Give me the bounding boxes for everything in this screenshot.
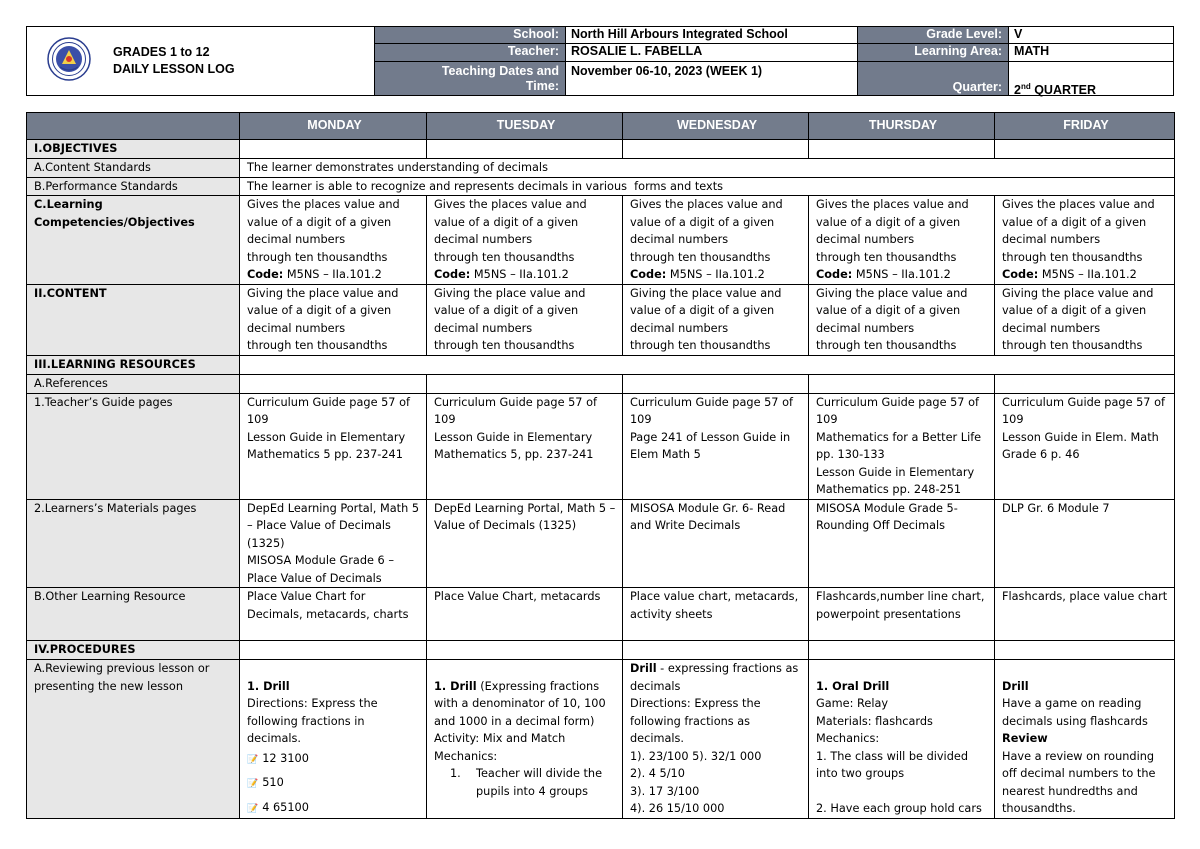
content-row xyxy=(27,284,1175,355)
competency-tuesday: Gives the places value and value of a digit of a given decimal numbers through ten thousandths Code: M5NS – IIa.101.2 xyxy=(427,196,623,285)
teacher-value: ROSALIE L. FABELLA xyxy=(571,44,703,58)
content-label: II.CONTENT xyxy=(27,284,240,355)
other-resources-label: B.Other Learning Resource xyxy=(27,588,240,641)
review-monday: 1. Drill Directions: Express the following fractions in decimals. 📝 12 3100 📝 510 📝 4 65100 xyxy=(240,660,427,819)
day-monday: MONDAY xyxy=(240,113,427,140)
tg-friday: Curriculum Guide page 57 of 109 Lesson Guide in Elem. Math Grade 6 p. 46 xyxy=(995,393,1175,499)
list-item: 📝 4 65100 xyxy=(247,799,422,819)
learners-materials-row xyxy=(27,499,1175,588)
day-wednesday: WEDNESDAY xyxy=(623,113,809,140)
review-friday: Drill Have a game on reading decimals using flashcards Review Have a review on rounding off decimal numbers to the nearest hundredths and thousandths. xyxy=(995,660,1175,819)
teachers-guide-row xyxy=(27,393,1175,499)
school-value: North Hill Arbours Integrated School xyxy=(571,27,788,41)
review-row xyxy=(27,660,1175,819)
lesson-log-title: GRADES 1 to 12 DAILY LESSON LOG xyxy=(113,45,235,76)
resources-label: III.LEARNING RESOURCES xyxy=(27,355,240,374)
competencies-row xyxy=(27,196,1175,285)
area-value: MATH xyxy=(1014,44,1050,58)
performance-standards-row xyxy=(27,177,1175,196)
dates-label: Teaching Dates and Time: xyxy=(375,62,565,95)
objectives-row xyxy=(27,140,1175,159)
dates-value: November 06-10, 2023 (WEEK 1) xyxy=(571,64,763,78)
review-label: A.Reviewing previous lesson or presenting the new lesson xyxy=(27,660,240,819)
competencies-label: C.Learning Competencies/Objectives xyxy=(27,196,240,285)
other-thursday: Flashcards,number line chart, powerpoint presentations xyxy=(809,588,995,641)
competency-wednesday: Gives the places value and value of a digit of a given decimal numbers through ten thousandths Code: M5NS – IIa.101.2 xyxy=(623,196,809,285)
competency-thursday: Gives the places value and value of a digit of a given decimal numbers through ten thousandths Code: M5NS – IIa.101.2 xyxy=(809,196,995,285)
lm-wednesday: MISOSA Module Gr. 6- Read and Write Decimals xyxy=(623,499,809,588)
learners-materials-label: 2.Learners’s Materials pages xyxy=(27,499,240,588)
content-thursday: Giving the place value and value of a digit of a given decimal numbers through ten thousandths xyxy=(809,284,995,355)
review-tuesday: 1. Drill (Expressing fractions with a denominator of 10, 100 and 1000 in a decimal form) Activity: Mix and Match Mechanics: 1. Teacher will divide the pupils into 4 groups xyxy=(427,660,623,819)
area-label: Learning Area: xyxy=(858,44,1008,61)
grade-label: Grade Level: xyxy=(858,27,1008,43)
quarter-value: 2nd QUARTER xyxy=(1014,82,1097,98)
performance-standards-label: B.Performance Standards xyxy=(27,177,240,196)
day-header-row xyxy=(27,113,1175,140)
quarter-label: Quarter: xyxy=(858,62,1008,95)
tg-thursday: Curriculum Guide page 57 of 109 Mathematics for a Better Life pp. 130-133 Lesson Guide in Elementary Mathematics pp. 248-251 xyxy=(809,393,995,499)
content-standards-row xyxy=(27,159,1175,178)
content-tuesday: Giving the place value and value of a digit of a given decimal numbers through ten thousandths xyxy=(427,284,623,355)
references-label: A.References xyxy=(27,374,240,393)
deped-seal-logo xyxy=(47,37,91,81)
daily-lesson-table xyxy=(26,112,1175,819)
lm-thursday: MISOSA Module Grade 5- Rounding Off Decimals xyxy=(809,499,995,588)
review-thursday: 1. Oral Drill Game: Relay Materials: flashcards Mechanics: 1. The class will be divided into two groups 2. Have each group hold cars xyxy=(809,660,995,819)
content-standards-text: The learner demonstrates understanding of decimals xyxy=(240,159,1175,178)
lesson-log-header xyxy=(26,26,1174,96)
resources-row xyxy=(27,355,1175,374)
other-friday: Flashcards, place value chart xyxy=(995,588,1175,641)
content-monday: Giving the place value and value of a digit of a given decimal numbers through ten thousandths xyxy=(240,284,427,355)
content-wednesday: Giving the place value and value of a digit of a given decimal numbers through ten thousandths xyxy=(623,284,809,355)
teacher-label: Teacher: xyxy=(375,44,565,61)
day-thursday: THURSDAY xyxy=(809,113,995,140)
list-item: 2). 4 5/10 xyxy=(630,767,685,780)
teachers-guide-label: 1.Teacher’s Guide pages xyxy=(27,393,240,499)
tg-monday: Curriculum Guide page 57 of 109 Lesson Guide in Elementary Mathematics 5 pp. 237-241 xyxy=(240,393,427,499)
list-item: 1. Teacher will divide the pupils into 4 groups xyxy=(450,767,603,798)
corner-cell xyxy=(27,113,240,140)
other-monday: Place Value Chart for Decimals, metacards, charts xyxy=(240,588,427,641)
other-wednesday: Place value chart, metacards, activity sheets xyxy=(623,588,809,641)
list-item: 3). 17 3/100 xyxy=(630,784,700,798)
lm-monday: DepEd Learning Portal, Math 5 – Place Value of Decimals (1325) MISOSA Module Grade 6 – Place Value of Decimals xyxy=(240,499,427,588)
procedures-row xyxy=(27,641,1175,660)
list-item: 📝 510 xyxy=(247,774,422,794)
other-tuesday: Place Value Chart, metacards xyxy=(427,588,623,641)
day-tuesday: TUESDAY xyxy=(427,113,623,140)
references-row xyxy=(27,374,1175,393)
lm-tuesday: DepEd Learning Portal, Math 5 – Value of Decimals (1325) xyxy=(427,499,623,588)
lm-friday: DLP Gr. 6 Module 7 xyxy=(995,499,1175,588)
procedures-label: IV.PROCEDURES xyxy=(27,641,240,660)
day-friday: FRIDAY xyxy=(995,113,1175,140)
objectives-label: I.OBJECTIVES xyxy=(27,140,240,159)
list-item: 1). 23/100 5). 32/1 000 xyxy=(630,749,762,763)
school-label: School: xyxy=(375,27,565,43)
review-wednesday: Drill - expressing fractions as decimals Directions: Express the following fractions as decimals. 1). 23/100 5). 32/1 000 2). 4 5/10 3). 17 3/100 4). 26 15/10 000 xyxy=(623,660,809,819)
tg-tuesday: Curriculum Guide page 57 of 109 Lesson Guide in Elementary Mathematics 5, pp. 237-241 xyxy=(427,393,623,499)
content-standards-label: A.Content Standards xyxy=(27,159,240,178)
other-resources-row xyxy=(27,588,1175,641)
performance-standards-text: The learner is able to recognize and represents decimals in various forms and texts xyxy=(240,177,1175,196)
competency-friday: Gives the places value and value of a digit of a given decimal numbers through ten thousandths Code: M5NS – IIa.101.2 xyxy=(995,196,1175,285)
competency-monday: Gives the places value and value of a digit of a given decimal numbers through ten thousandths Code: M5NS – IIa.101.2 xyxy=(240,196,427,285)
list-item: 4). 26 15/10 000 xyxy=(630,802,725,815)
grade-value: V xyxy=(1014,27,1023,41)
list-item: 📝 12 3100 xyxy=(247,750,422,770)
tg-wednesday: Curriculum Guide page 57 of 109 Page 241 of Lesson Guide in Elem Math 5 xyxy=(623,393,809,499)
content-friday: Giving the place value and value of a digit of a given decimal numbers through ten thousandths xyxy=(995,284,1175,355)
